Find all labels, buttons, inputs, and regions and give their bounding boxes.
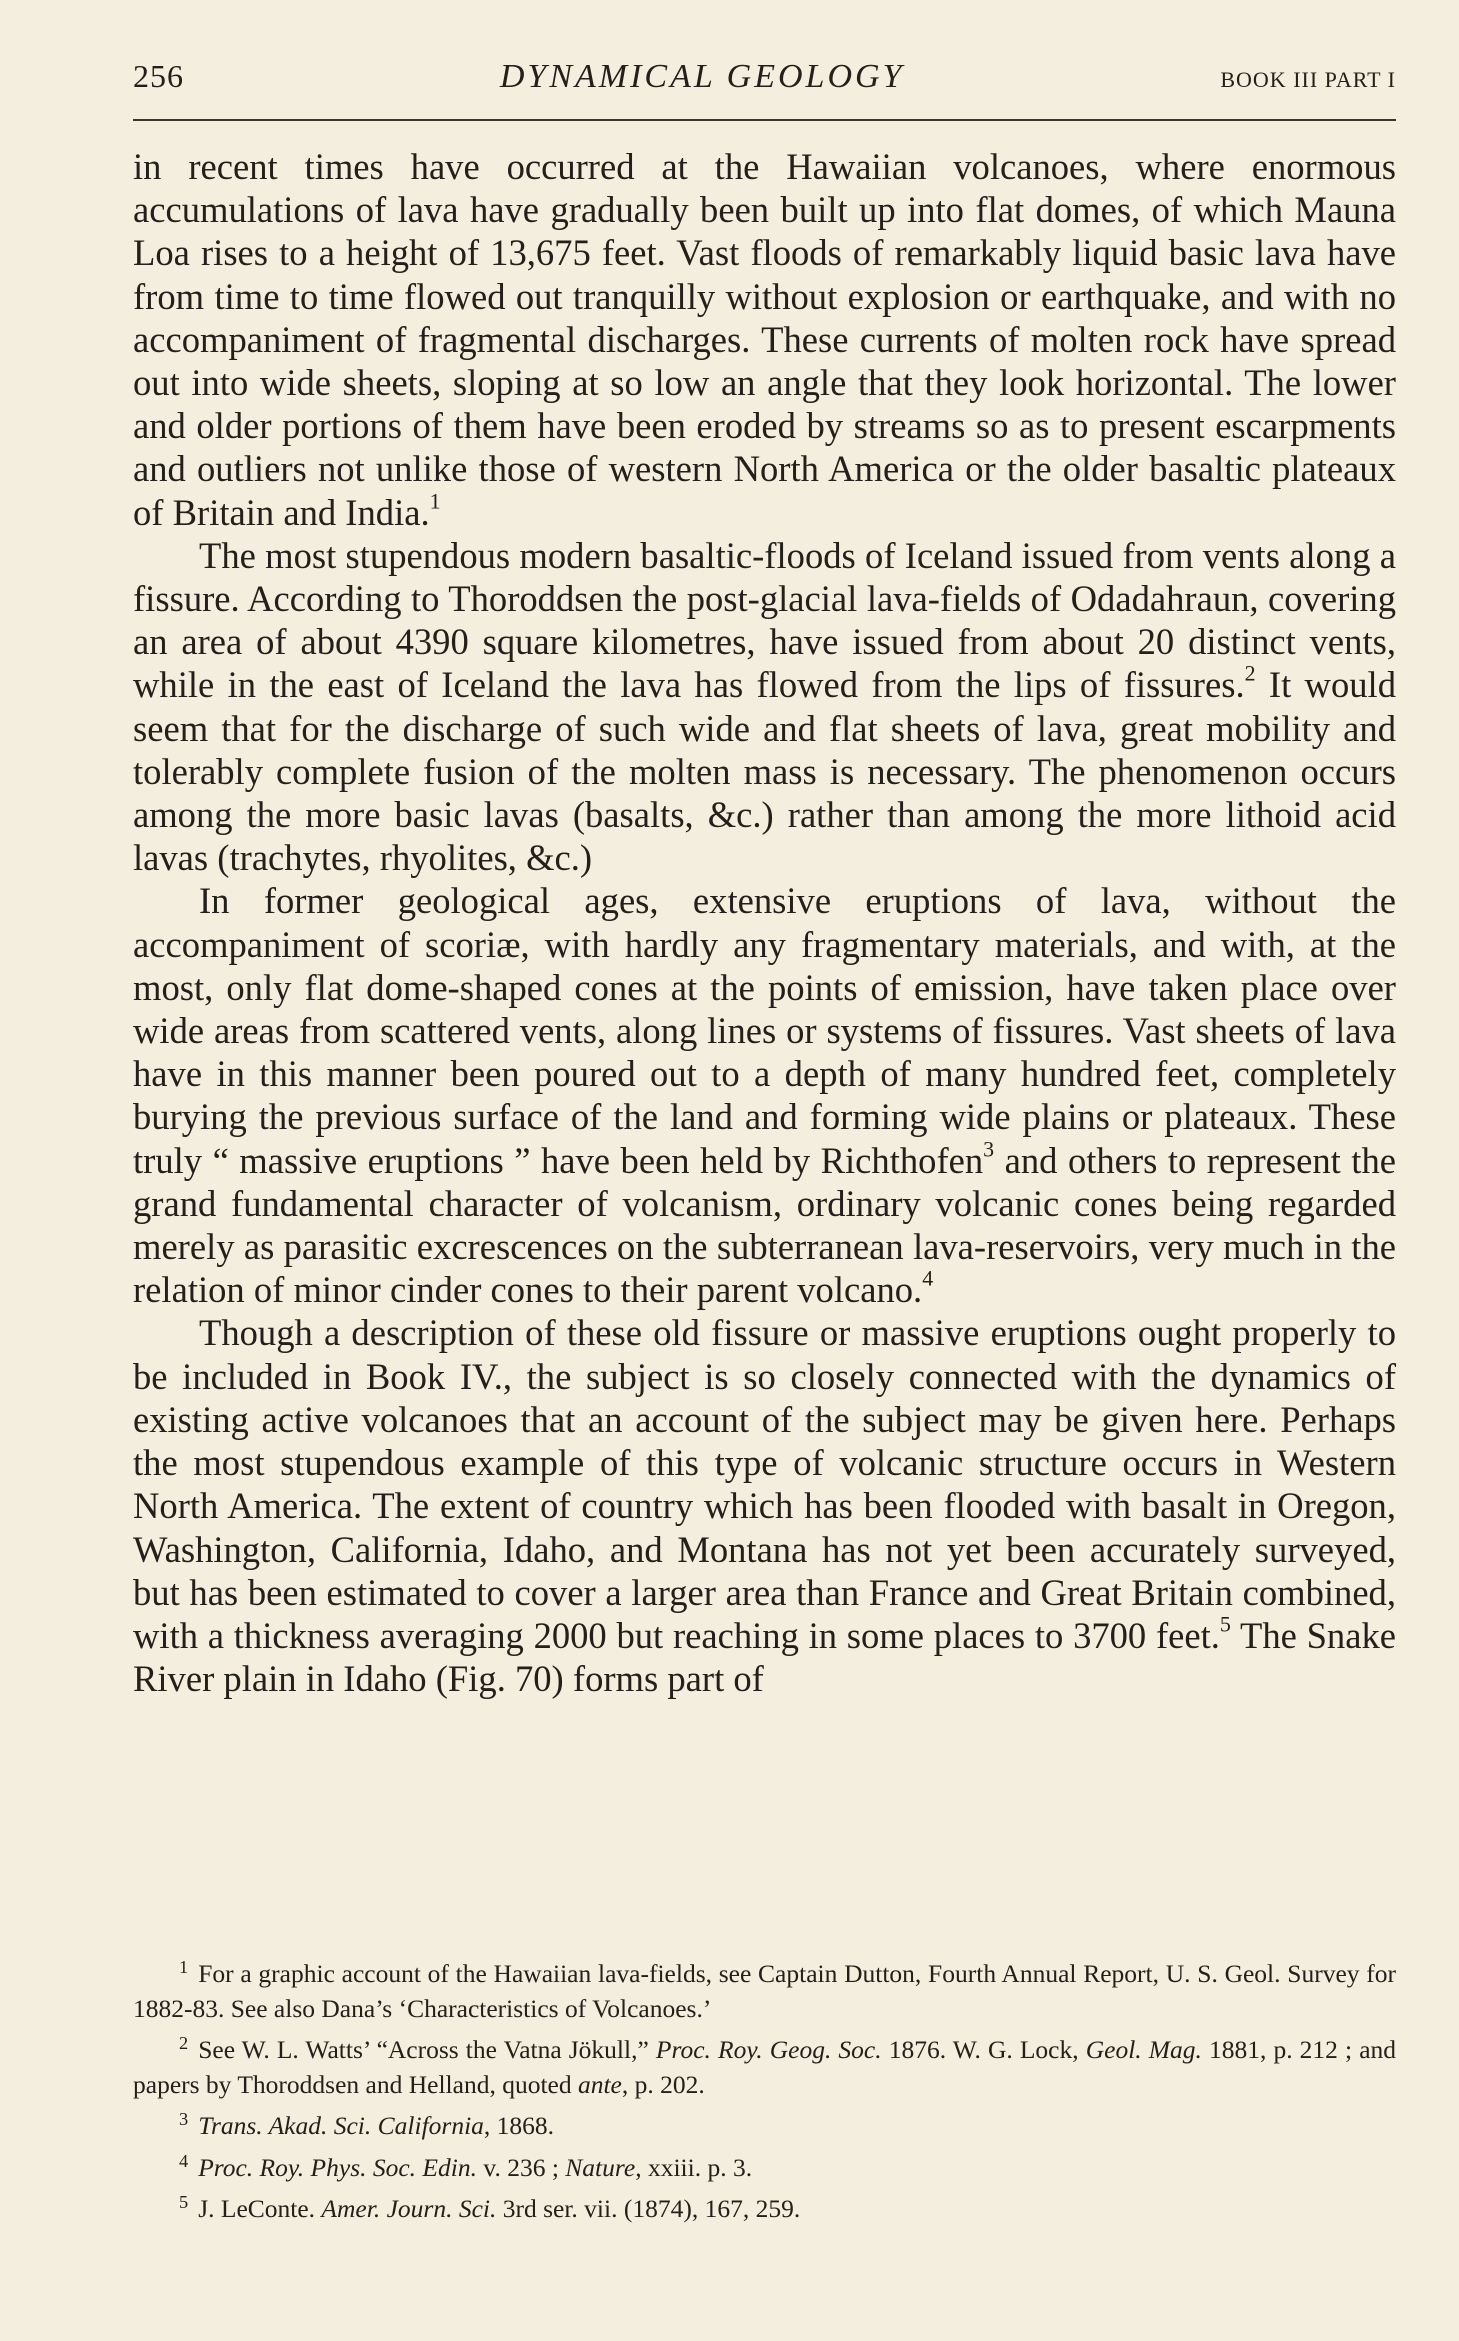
book-part-label: BOOK III PART I [1220,67,1396,92]
footnote-3: $^3$ Trans. Akad. Sci. California, 1868. [179,2109,555,2141]
footnote-4: $^4$ Proc. Roy. Phys. Soc. Edin. v. 236 ; Nature, xxiii. p. 3. [179,2150,753,2182]
paragraph-3: In former geological ages, extensive eruptions of lava, without the accompaniment of scoriæ, with hardly any fragmentary materials, and with, at the most, only flat dome-shaped cones at the points of emission, have taken place over wide areas from scattered vents, along lines or systems of fissures. Vast sheets of lava have in this manner been poured out to a depth of many hundred feet, completely burying the previous surface of the land and forming wide plains or plateaux. These truly “ massive eruptions ” have been held by Richthofen$^3$ and others to represent the grand fundamental character of volcanism, ordinary volcanic cones being regarded merely as parasitic excrescences on the subterranean lava-reservoirs, very much in the relation of minor cinder cones to their parent volcano.$^4$ [133,880,1396,1311]
page-number: 256 [133,58,184,94]
paragraph-2: The most stupendous modern basaltic-floods of Iceland issued from vents along a fissure. According to Thoroddsen the post-glacial lava-fields of Odadahraun, covering an area of about 4390 square kilometres, have issued from about 20 distinct vents, while in the east of Iceland the lava has flowed from the lips of fissures.$^2$ It would seem that for the discharge of such wide and flat sheets of lava, great mobility and tolerably complete fusion of the molten mass is necessary. The phenomenon occurs among the more basic lavas (basalts, &c.) rather than among the more lithoid acid lavas (trachytes, rhyolites, &c.) [133,534,1396,879]
header-rule [133,119,1396,121]
footnotes [133,1950,1396,2226]
footnote-ref-3: 3 [983,1136,995,1162]
footnote-2: $^2$ See W. L. Watts’ “Across the Vatna Jökull,” Proc. Roy. Geog. Soc. 1876. W. G. Lock, Geol. Mag. 1881, p. 212 ; and papers by Thoroddsen and Helland, quoted ante, p. 202. [133,2033,1397,2100]
footnote-ref-2: 2 [1244,660,1256,686]
footnote-1: $^1$ For a graphic account of the Hawaiian lava-fields, see Captain Dutton, Fourth Annual Report, U. S. Geol. Survey for 1882-83. See also Dana’s ‘Characteristics of Volcanoes.’ [133,1957,1396,2024]
running-header [133,58,1396,108]
footnote-ref-4: 4 [922,1265,934,1291]
footnote-ref-5: 5 [1219,1611,1231,1637]
footnote-5: $^5$ J. LeConte. Amer. Journ. Sci. 3rd ser. vii. (1874), 167, 259. [179,2191,801,2223]
paragraph-1: in recent times have occurred at the Hawaiian volcanoes, where enormous accumulations of lava have gradually been built up into flat domes, of which Mauna Loa rises to a height of 13,675 feet. Vast floods of remarkably liquid basic lava have from time to time flowed out tranquilly without explosion or earthquake, and with no accompaniment of fragmental discharges. These currents of molten rock have spread out into wide sheets, sloping at so low an angle that they look horizontal. The lower and older portions of them have been eroded by streams so as to present escarpments and outliers not unlike those of western North America or the older basaltic plateaux of Britain and India.$^1$ [133,146,1396,533]
footnote-ref-1: 1 [429,488,441,514]
paragraph-4: Though a description of these old fissure or massive eruptions ought properly to be included in Book IV., the subject is so closely connected with the dynamics of existing active volcanoes that an account of the subject may be given here. Perhaps the most stupendous example of this type of volcanic structure occurs in Western North America. The extent of country which has been flooded with basalt in Oregon, Washington, California, Idaho, and Montana has not yet been accurately surveyed, but has been estimated to cover a larger area than France and Great Britain combined, with a thickness averaging 2000 but reaching in some places to 3700 feet.$^5$ The Snake River plain in Idaho (Fig. 70) forms part of [133,1312,1396,1700]
running-title: DYNAMICAL GEOLOGY [499,58,905,95]
body-text [133,145,1396,1700]
